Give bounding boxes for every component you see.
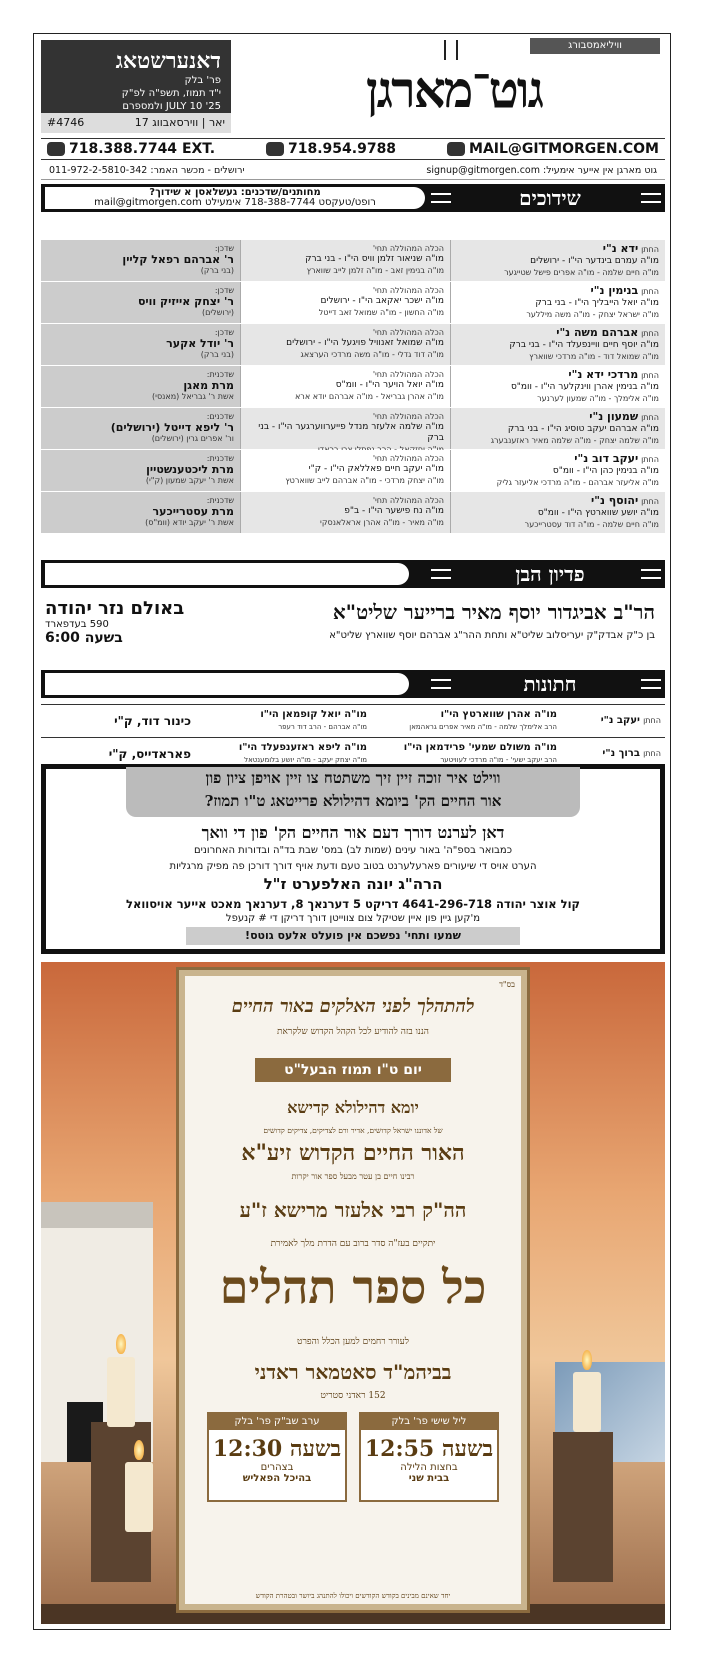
pidyon-hall: באולם נזר יהודה 590 בעדפארד בשעה 6:00 <box>45 598 185 646</box>
time-box-2: ערב שב"ק פר' בלק בשעה 12:30 בצהרים בהיכל הפאליש <box>207 1412 347 1502</box>
poster-line-b: רבינו חיים בן עטר מבעל ספר אור יקרות <box>291 1172 415 1181</box>
candle-icon <box>125 1462 153 1532</box>
flame-icon <box>134 1440 144 1460</box>
notice-line3: הערט אויס די שיעורים פארעלערנט בטוב טעם ודעת אויף דורך דורכן פה מפיק מרגליות <box>169 861 537 872</box>
poster-name1: האור החיים הקדוש זיע"א <box>241 1140 465 1166</box>
notice-line4: הרה"ג יונה האלפערט ז"ל <box>263 875 443 893</box>
chosn-cell: החתן יעקב נ"י <box>600 715 661 726</box>
date-box <box>41 40 231 133</box>
israel-office: 011-972-2-5810-342 :ירושלים - מכשר האמר <box>49 165 245 176</box>
kala-father-cell: מו"ה ליפא ראזענפעלד הי"ו מו"ה יצחק יעקב - מו"ה יושע בלומענטאל <box>238 742 367 764</box>
pidyon-entry <box>41 594 665 658</box>
poster-line-c: יתקיים בעז"ה סדר ברוב עם הדרת מלך לאמירת <box>270 1239 436 1249</box>
mail-icon <box>447 142 465 156</box>
shidduch-row <box>41 324 665 366</box>
poster-addr: 152 ראדני סטריט <box>320 1391 386 1401</box>
ornament-icon <box>431 569 451 579</box>
section-title: חתונות <box>523 672 577 696</box>
chosn-cell: החתן שמעון נ"י מו"ה אברהם יעקב טוסיג הי"ו - בני ברק מו"ה שלמה יצחק - מו"ה שלמה מאיר ראזענבערג <box>490 410 659 445</box>
hebrew-date: י"ד תמוז, תשפ"ה לפ"ק <box>121 88 221 99</box>
kala-cell: הכלה המהוללה תחי' מו"ה ישכר יאקאב הי"ו - ירושלים מו"ה החשון - מו"ה שמואל זאב דייטל <box>241 282 451 323</box>
time-box-1: ליל שישי פר' בלק בשעה 12:55 בחצות הלילה בבית שני <box>359 1412 499 1502</box>
chosn-cell: החתן בנימין נ"י מו"ה יואל הייבליך הי"ו - בני ברק מו"ה ישראל יצחק - מו"ה משה מיללער <box>526 284 659 319</box>
shadchan-cell: שדכן: ר' אברהם רפאל קליין (בני ברק) <box>41 240 241 281</box>
bsd-mark: בס"ד <box>499 980 515 989</box>
weekday: דאנערשטאג <box>115 48 221 74</box>
kala-cell: הכלה המהוללה תחי' מו"ה שלמה אלעזר מנדל פייערווערגער הי"ו - בני ברק <box>241 408 451 449</box>
issue-number: #4746 <box>47 116 85 129</box>
chasunos-table <box>41 704 665 770</box>
poster-intro: הננו בזה להודיע לכל הקהל הקדוש שלקראת <box>277 1027 429 1037</box>
shidduch-row <box>41 492 665 534</box>
poster-line-d: לעורר רחמים למען הכלל והפרט <box>297 1337 409 1347</box>
section-title: שידוכים <box>519 186 581 210</box>
shidduch-row <box>41 240 665 282</box>
shadchan-cell: שדכנית: מרת מאגן אשת ר' גבריאל (מאנסי) <box>41 366 241 407</box>
section-title: פדיון הבן <box>515 562 585 586</box>
candle-icon <box>107 1357 135 1427</box>
poster-date: יום ט"ו תמוז הבעל"ט <box>255 1058 451 1082</box>
chasuna-row <box>41 704 665 737</box>
notice-box <box>41 764 665 954</box>
edition-label: וויליאמסבורג <box>530 38 660 54</box>
poster-scroll <box>179 970 527 1610</box>
parsha: פר' בלק <box>184 75 221 86</box>
ornament-icon <box>431 679 451 689</box>
chosn-cell: החתן אברהם משה נ"י מו"ה יוסף חיים וויינפעלד הי"ו - בני ברק מו"ה שמואל דוד - מו"ה מרדכי שווארץ <box>509 326 659 361</box>
mail-link[interactable]: MAIL@GITMORGEN.COM <box>447 141 659 157</box>
candle-icon <box>573 1372 601 1432</box>
shidduch-row <box>41 366 665 408</box>
header-blank <box>45 673 409 695</box>
pidyon-sub: בן כ"ק אבדק"ק יעריסלוב שליט"א ותחת ההר"ג אברהם יוסף שווארץ שליט"א <box>329 630 655 641</box>
notice-line1: דאן לערנט דורך דעם אור החיים הק' פון די וואך <box>201 823 505 842</box>
header-blank <box>45 563 409 585</box>
flame-icon <box>582 1350 592 1370</box>
shidduch-row <box>41 282 665 324</box>
chosn-cell: החתן מרדכי ידא נ"י מו"ה בנימין אהרן ווינקלער הי"ו - וומ"ס מו"ה אלימלך - מו"ה שמעון לערנער <box>510 368 659 403</box>
sub-info-bar <box>41 162 665 180</box>
signup-line[interactable]: signup@gitmorgen.com :גוט מארגן אין אייער אימעיל <box>426 165 657 176</box>
chosn-cell: החתן יעקב דוב נ"י מו"ה בנימין כהן הי"ו - וומ"ס מו"ה אליעזר אברהם - מו"ה מרדכי אליעזר גליק <box>496 452 659 487</box>
notice-line6: מ'קען גיין פון איין שטיקל צום צווייטן דורך דריקן די # קנעפל <box>225 913 481 924</box>
chosn-cell: החתן ידא נ"י מו"ה עמרם בינדער הי"ו - ירושלים מו"ה חיים שלמה - מו"ה אפרים פישל שטייגער <box>504 242 659 277</box>
issue-strip <box>41 113 231 133</box>
kala-cell: הכלה המהוללה תחי' מו"ה נח פישער הי"ו - ב"פ מו"ה מאיר - מו"ה אהרן אראלאנסקי <box>241 492 451 533</box>
kala-cell: הכלה המהוללה תחי' מו"ה שמואל זאנוויל פויגעל הי"ו - ירושלים מו"ה דוד גדלי - מו"ה משה מרדכי הערצאג <box>241 324 451 365</box>
tehillim-poster <box>41 962 665 1624</box>
poster-name2: הה"ק רבי אלעזר מרישא ז"ע <box>239 1198 467 1222</box>
poster-big: כל ספר תהלים <box>219 1260 487 1314</box>
chasunos-header <box>41 670 665 698</box>
contact-bar <box>41 138 665 160</box>
shadchan-cell: שדכנים: ר' ליפא דייטל (ירושלים) ור' אפרים גרין (ירושלים) <box>41 408 241 449</box>
english-date: JULY 10 '25 ולמספרם <box>122 101 221 112</box>
notice-line2: כמבואר בספ"ה' באור עינים (שמות לב) במס' שבת בד"ה ובדורות האחרונים <box>194 845 512 856</box>
shidduch-row <box>41 450 665 492</box>
shadchan-cell: שדכן: ר' יצחק אייזיק וויס (ירושלים) <box>41 282 241 323</box>
kala-cell: הכלה המהוללה תחי' מו"ה יעקב חיים פאללאק הי"ו - ק"י מו"ה יצחק מרדכי - מו"ה אברהם לייב שווארטץ <box>241 450 451 491</box>
submit-note: מחותנים/שדכנים: געשלאסן א שידוך? רופט/טעקסט 718-388-7744 אימעילט mail@gitmorgen.com <box>45 187 425 209</box>
shadchan-cell: שדכן: ר' יודל אקער (בני ברק) <box>41 324 241 365</box>
chosn-cell: החתן יהוסף נ"י מו"ה יושע שווארטץ הי"ו - וומ"ס מו"ה חיים שלמה - מו"ה דוד עסטרייכער <box>524 494 659 529</box>
hall-cell: כינור דוד, ק"י <box>114 714 191 728</box>
newspaper-logo: גוט־מארגן <box>365 60 543 119</box>
notice-footer: שמעו ותחי' נפשכם אין פועלט אלעס גוטס! <box>186 927 520 945</box>
shidduchim-header <box>41 184 665 212</box>
notice-headline: ווילט איר זוכה זיין זיך משתטח צו זיין אויפן ציון פון אור החיים הק' ביומא דהילולא פרייטאג ט"ו תמוז? <box>126 767 580 817</box>
kala-cell: הכלה המהוללה תחי' מו"ה שניאור זלמן וויס הי"ו - בני ברק מו"ה בנימין זאב - מו"ה זלמן לייב שווארץ <box>241 240 451 281</box>
shidduchim-table <box>41 240 665 534</box>
phone1[interactable]: 718.388.7744 EXT. <box>47 141 215 157</box>
ornament-icon <box>431 193 451 203</box>
poster-footer: יחד שאינם מבינים בקודש הקודשים ויכולו להתנהג ביושר ובטהרת הקודש <box>255 1592 451 1600</box>
pidyon-rav: הר"ב אביגדור יוסף מאיר ברייער שליט"א <box>332 600 655 624</box>
edition-line: 17 יאר | ווירסאבווג <box>134 116 225 129</box>
poster-line-a: של אדוננו ישראל קדושים, אדיר ורם לצדיקים, צדיקים קדושים <box>263 1126 443 1135</box>
shidduch-row <box>41 408 665 450</box>
pidyon-header <box>41 560 665 588</box>
chosn-father-cell: מו"ה משולם שמעי' פרידמאן הי"ו הרב יעקב ישעי' - מו"ה מרדכי לעוויטער <box>403 742 557 764</box>
newspaper-page <box>33 33 671 1630</box>
shadchan-cell: שדכנית: מרת ליכטענשטיין אשת ר' יעקב שמעון (ק"י) <box>41 450 241 491</box>
notice-line5: קול אוצר יהודה 4641-296-718 דריקט 5 דערנאך 8, דערנאך מאכט אייער אויסוואל <box>125 897 581 911</box>
phone-icon <box>47 142 65 156</box>
shadchan-cell: שדכנית: מרת עסטרייכער אשת ר' יעקב יודא (וומ"ס) <box>41 492 241 533</box>
fax-icon <box>266 142 284 156</box>
poster-yoma: יומא דהילולא קדישא <box>287 1098 419 1117</box>
hall-cell: פאראדייס, ק"י <box>108 747 191 761</box>
chosn-father-cell: מו"ה אהרן שווארטץ הי"ו הרב אלימלך שלמה - מו"ה מאיר אפרים גראהמאן <box>409 709 557 731</box>
kala-father-cell: מו"ה יואל קופמאן הי"ו מו"ה אברהם - הרב דוד רעפר <box>260 709 367 731</box>
poster-top: להתהלך לפני האלקים באור החיים <box>231 996 475 1017</box>
poster-place: בביהמ"ד סאטמאר ראדני <box>254 1360 452 1384</box>
candle-holder <box>553 1432 613 1582</box>
flame-icon <box>116 1334 126 1354</box>
phone2[interactable]: 718.954.9788 <box>266 141 396 157</box>
kala-cell: הכלה המהוללה תחי' מו"ה יואל הויער הי"ו - וומ"ס מו"ה אהרן גבריאל - מו"ה אברהם יודא ארא <box>241 366 451 407</box>
chosn-cell: החתן ברוך נ"י <box>602 748 661 759</box>
